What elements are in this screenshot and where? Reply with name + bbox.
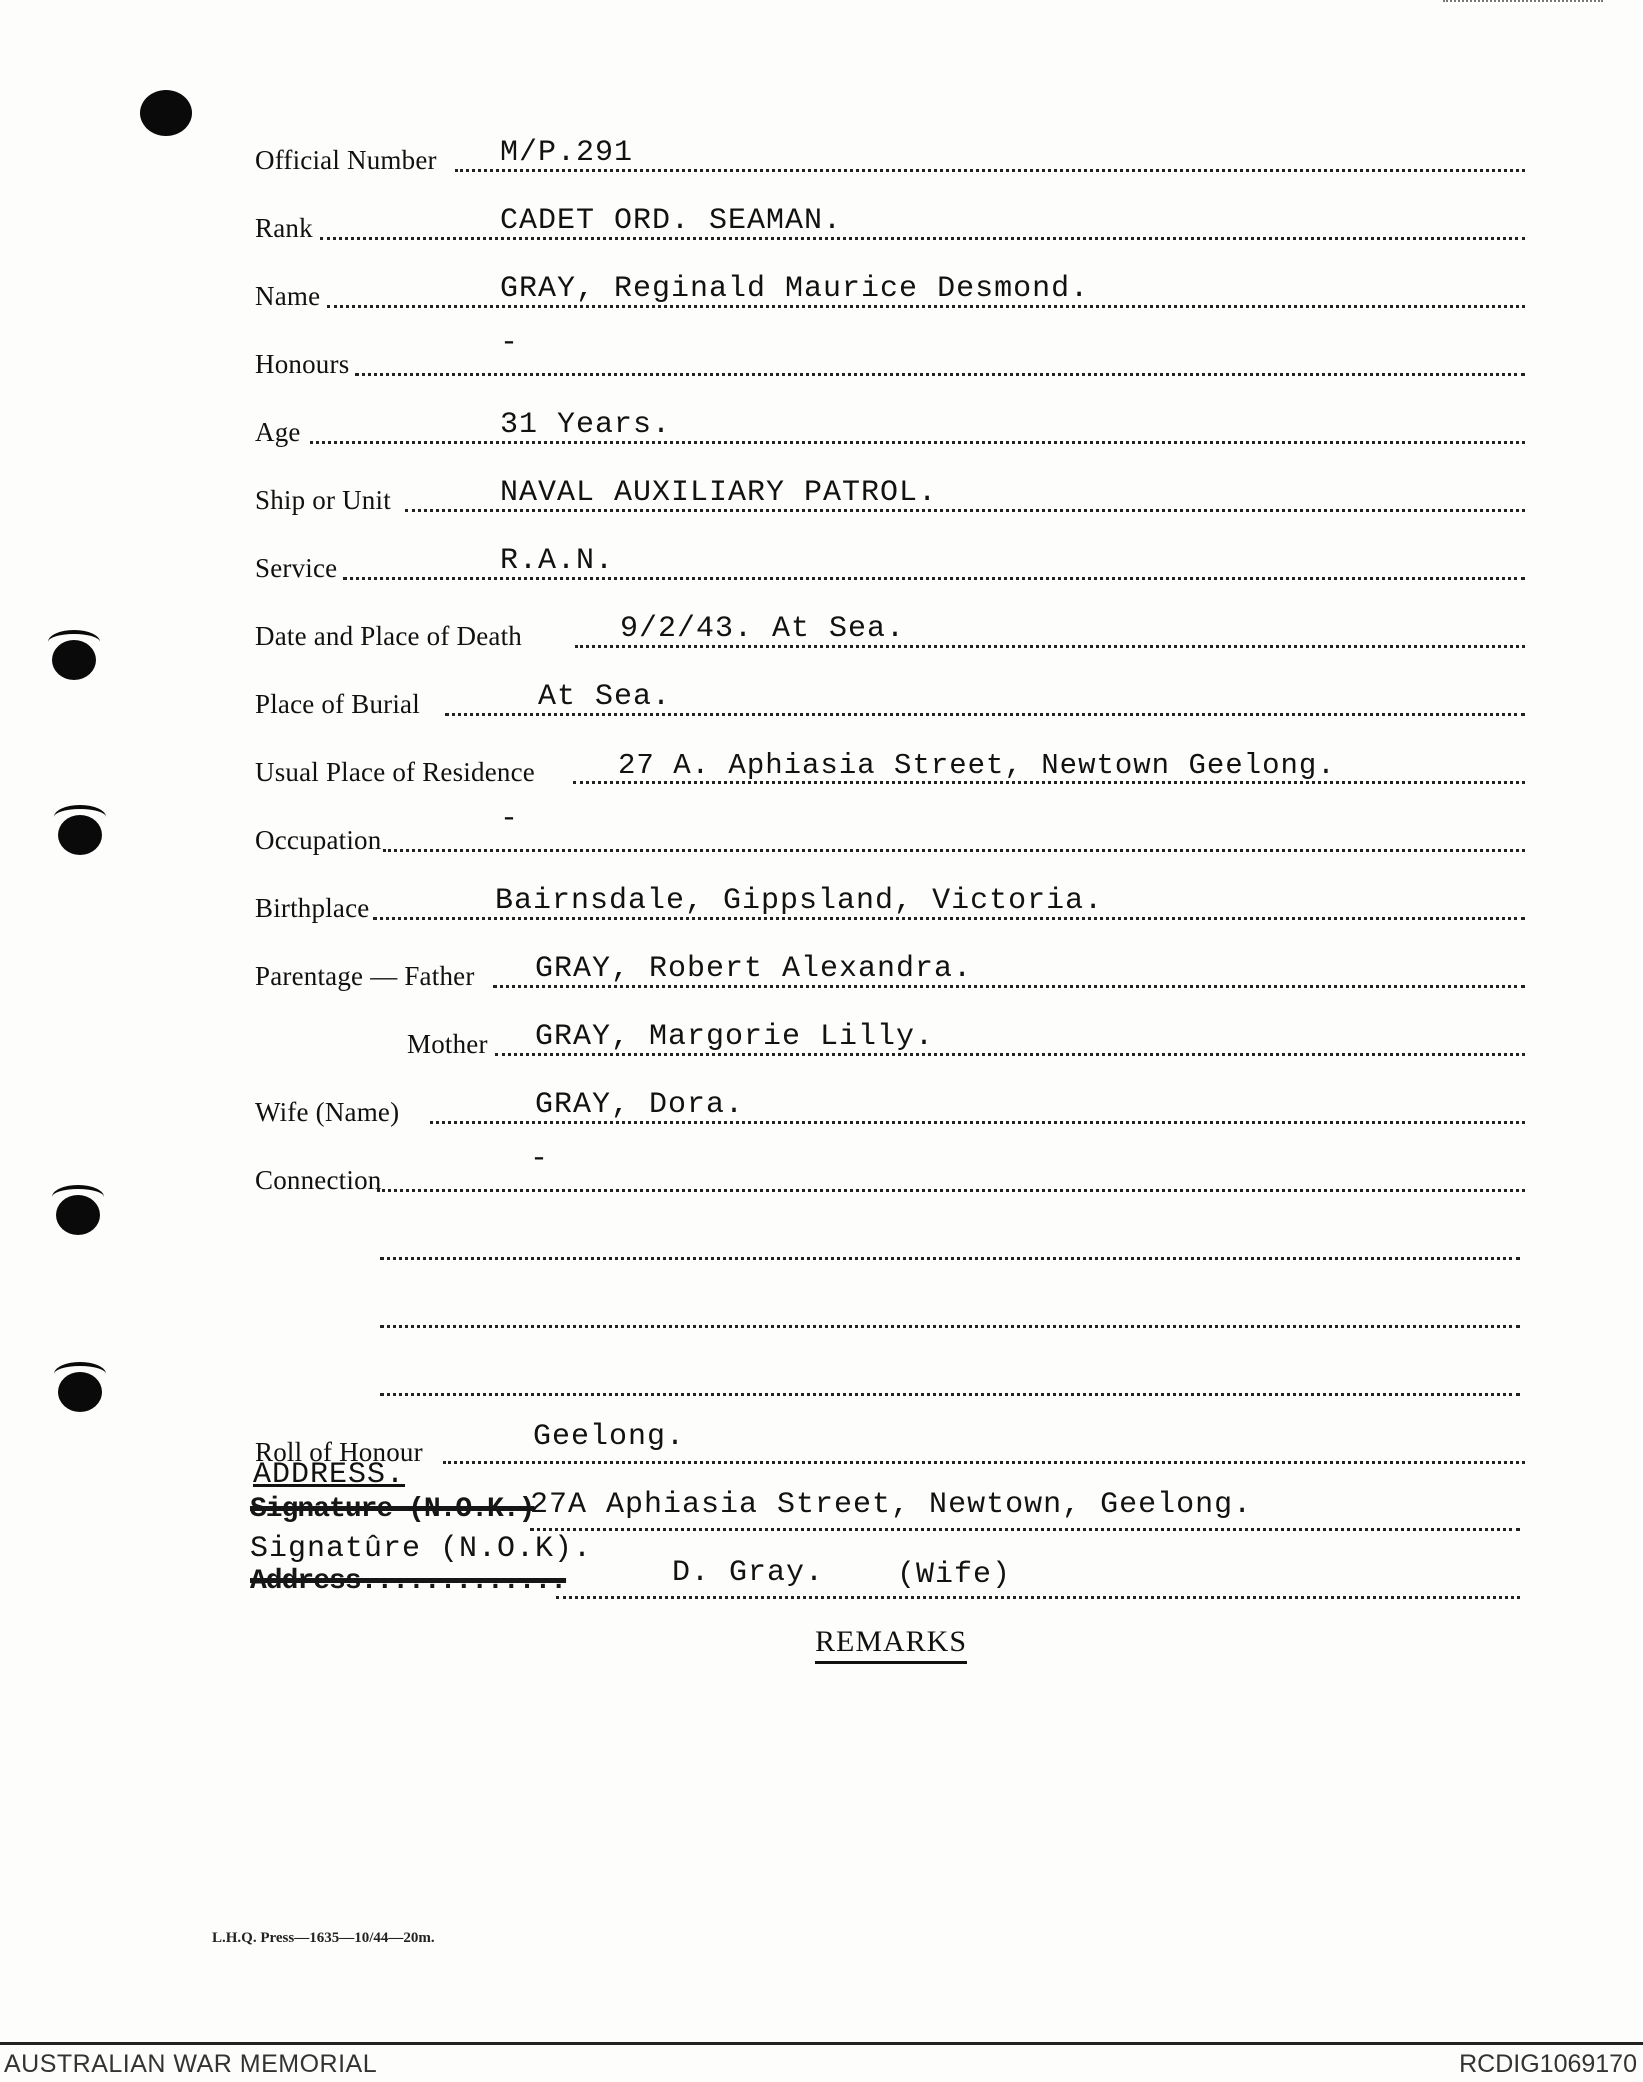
field-value: Bairnsdale, Gippsland, Victoria.: [495, 884, 1104, 918]
field-name: [255, 264, 1525, 314]
blank-line: [380, 1352, 1520, 1402]
nok-address-value: 27A Aphiasia Street, Newtown, Geelong.: [530, 1488, 1253, 1522]
field-value: GRAY, Margorie Lilly.: [535, 1020, 935, 1054]
field-label: Connection: [255, 1165, 382, 1195]
field-connection: [255, 1142, 1525, 1198]
field-label: Roll of Honour: [255, 1437, 423, 1467]
field-age: [255, 400, 1525, 450]
field-label: Ship or Unit: [255, 485, 391, 515]
field-value: 9/2/43. At Sea.: [620, 612, 906, 646]
field-value: R.A.N.: [500, 544, 615, 578]
struck-out-label: Address.............: [250, 1566, 567, 1597]
field-value: -: [530, 1142, 550, 1176]
field-value: GRAY, Reginald Maurice Desmond.: [500, 272, 1090, 306]
field-label: Name: [255, 281, 321, 311]
field-value: 31 Years.: [500, 408, 672, 442]
field-value: GRAY, Dora.: [535, 1088, 745, 1122]
field-mother: [407, 1012, 1525, 1062]
field-honours: [255, 326, 1525, 382]
signature-relation: (Wife): [897, 1558, 1012, 1592]
field-roll-of-honour: [255, 1420, 1525, 1470]
punch-hole: [140, 90, 192, 136]
institution-credit: AUSTRALIAN WAR MEMORIAL: [4, 2050, 378, 2078]
field-label: Parentage — Father: [255, 961, 475, 991]
field-usual-residence: [255, 740, 1525, 790]
top-edge-mark: [1443, 0, 1603, 8]
field-birthplace: [255, 876, 1525, 926]
field-ship-or-unit: [255, 468, 1525, 518]
press-mark: L.H.Q. Press—1635—10/44—20m.: [212, 1930, 435, 1946]
catalogue-id: RCDIG1069170: [1459, 2050, 1637, 2078]
field-value: -: [500, 326, 520, 360]
punch-hole: [58, 1372, 102, 1412]
punch-hole: [56, 1195, 100, 1235]
field-date-place-of-death: [255, 604, 1525, 654]
field-wife: [255, 1080, 1525, 1130]
field-rank: [255, 196, 1525, 246]
address-label: ADDRESS.: [253, 1458, 406, 1492]
blank-line: [380, 1216, 1520, 1266]
field-label: Wife (Name): [255, 1097, 400, 1127]
field-value: 27 A. Aphiasia Street, Newtown Geelong.: [618, 749, 1336, 782]
field-label: Occupation: [255, 825, 382, 855]
field-father: [255, 944, 1525, 994]
field-label: Date and Place of Death: [255, 621, 522, 651]
nok-address-dots: [530, 1528, 1520, 1531]
field-label: Mother: [407, 1029, 488, 1059]
field-value: GRAY, Robert Alexandra.: [535, 952, 973, 986]
field-value: CADET ORD. SEAMAN.: [500, 204, 843, 238]
field-value: At Sea.: [538, 680, 672, 714]
field-value: NAVAL AUXILIARY PATROL.: [500, 476, 938, 510]
signature-dots: [556, 1596, 1520, 1599]
field-value: Geelong.: [533, 1420, 686, 1454]
punch-hole: [58, 815, 102, 855]
field-place-of-burial: [255, 672, 1525, 722]
punch-hole: [52, 640, 96, 680]
field-label: Usual Place of Residence: [255, 757, 535, 787]
signature-value: D. Gray.: [672, 1556, 825, 1590]
footer-rule: [0, 2042, 1643, 2045]
field-service: [255, 536, 1525, 586]
field-label: Honours: [255, 349, 350, 379]
field-label: Age: [255, 417, 301, 447]
blank-line: [380, 1284, 1520, 1334]
field-value: -: [500, 802, 520, 836]
field-value: M/P.291: [500, 136, 634, 170]
struck-out-label: Signature (N.O.K.): [250, 1494, 535, 1525]
field-occupation: [255, 802, 1525, 858]
field-official-number: [255, 128, 1525, 178]
field-label: Service: [255, 553, 338, 583]
field-label: Rank: [255, 213, 313, 243]
field-label: Place of Burial: [255, 689, 420, 719]
remarks-heading: REMARKS: [815, 1625, 967, 1664]
signature-label: Signatûre (N.O.K).: [250, 1532, 593, 1566]
field-label: Birthplace: [255, 893, 370, 923]
field-label: Official Number: [255, 145, 437, 175]
